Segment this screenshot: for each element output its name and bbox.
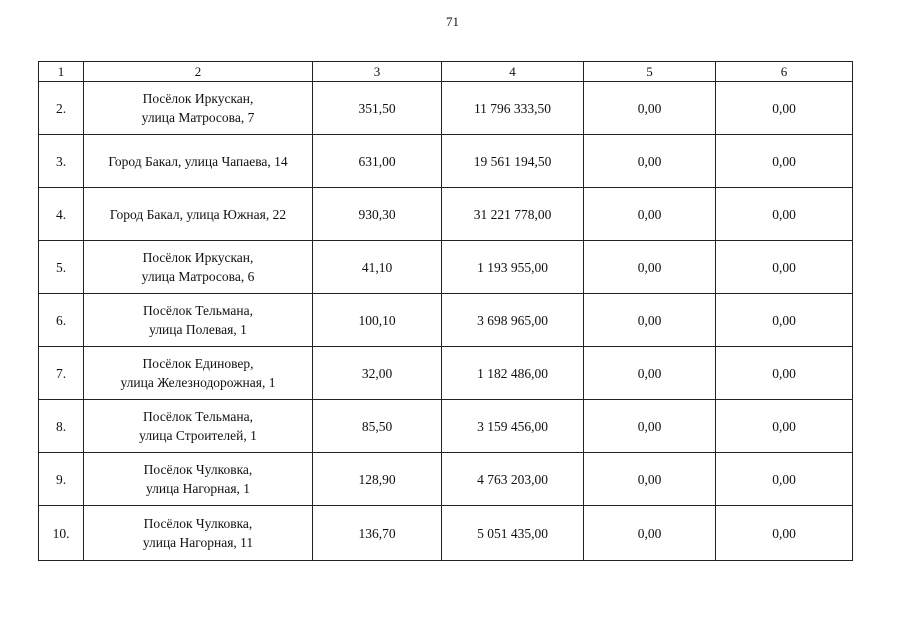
value-cell-col5: 0,00 <box>584 294 716 347</box>
row-number-cell: 6. <box>39 294 84 347</box>
value-cell-col5: 0,00 <box>584 347 716 400</box>
column-header: 5 <box>584 62 716 82</box>
address-line: Город Бакал, улица Южная, 22 <box>109 206 287 222</box>
value-cell-col3: 100,10 <box>313 294 442 347</box>
column-header: 6 <box>716 62 853 82</box>
data-table <box>38 61 853 561</box>
address-cell <box>84 347 313 400</box>
value-cell-col3: 136,70 <box>313 506 442 561</box>
row-number-cell: 3. <box>39 135 84 188</box>
value-cell-col4: 1 182 486,00 <box>442 347 584 400</box>
value-cell-col3: 930,30 <box>313 188 442 241</box>
address-line: Посёлок Иркускан, <box>142 91 254 106</box>
table-row <box>39 241 853 294</box>
row-number-cell: 8. <box>39 400 84 453</box>
column-header: 2 <box>84 62 313 82</box>
value-cell-col4: 11 796 333,50 <box>442 82 584 135</box>
table-row <box>39 453 853 506</box>
value-cell-col4: 19 561 194,50 <box>442 135 584 188</box>
address-line: улица Полевая, 1 <box>149 322 247 337</box>
value-cell-col6: 0,00 <box>716 188 853 241</box>
address-cell <box>84 506 313 561</box>
column-header: 1 <box>39 62 84 82</box>
value-cell-col4: 3 159 456,00 <box>442 400 584 453</box>
value-cell-col6: 0,00 <box>716 506 853 561</box>
address-cell <box>84 82 313 135</box>
row-number-cell: 4. <box>39 188 84 241</box>
value-cell-col3: 351,50 <box>313 82 442 135</box>
column-header: 3 <box>313 62 442 82</box>
address-line: Посёлок Тельмана, <box>143 303 253 318</box>
value-cell-col4: 31 221 778,00 <box>442 188 584 241</box>
address-line: улица Нагорная, 1 <box>145 481 251 496</box>
value-cell-col5: 0,00 <box>584 506 716 561</box>
address-line: улица Нагорная, 11 <box>142 535 254 550</box>
value-cell-col6: 0,00 <box>716 241 853 294</box>
address-cell <box>84 294 313 347</box>
row-number-cell: 5. <box>39 241 84 294</box>
table-row <box>39 188 853 241</box>
address-line: Посёлок Иркускан, <box>142 250 254 265</box>
row-number-cell: 7. <box>39 347 84 400</box>
value-cell-col5: 0,00 <box>584 400 716 453</box>
value-cell-col4: 4 763 203,00 <box>442 453 584 506</box>
address-line: Посёлок Единовер, <box>142 356 254 371</box>
value-cell-col5: 0,00 <box>584 82 716 135</box>
table-row <box>39 294 853 347</box>
value-cell-col5: 0,00 <box>584 188 716 241</box>
address-line: улица Железнодорожная, 1 <box>120 375 276 390</box>
value-cell-col3: 41,10 <box>313 241 442 294</box>
address-line: Город Бакал, улица Чапаева, 14 <box>108 153 288 169</box>
table-row <box>39 506 853 561</box>
value-cell-col6: 0,00 <box>716 82 853 135</box>
row-number-cell: 9. <box>39 453 84 506</box>
address-cell <box>84 188 313 241</box>
address-line: Посёлок Чулковка, <box>143 462 253 477</box>
value-cell-col5: 0,00 <box>584 135 716 188</box>
address-line: улица Матросова, 6 <box>141 269 255 284</box>
value-cell-col5: 0,00 <box>584 241 716 294</box>
header-row <box>39 62 853 82</box>
address-line: улица Строителей, 1 <box>139 428 257 443</box>
value-cell-col5: 0,00 <box>584 453 716 506</box>
table-body <box>39 82 853 561</box>
column-header: 4 <box>442 62 584 82</box>
value-cell-col3: 128,90 <box>313 453 442 506</box>
address-cell <box>84 400 313 453</box>
row-number-cell: 10. <box>39 506 84 561</box>
value-cell-col3: 32,00 <box>313 347 442 400</box>
table-row <box>39 400 853 453</box>
value-cell-col6: 0,00 <box>716 453 853 506</box>
address-line: улица Матросова, 7 <box>141 110 255 125</box>
address-line: Посёлок Чулковка, <box>143 516 253 531</box>
value-cell-col6: 0,00 <box>716 135 853 188</box>
value-cell-col4: 3 698 965,00 <box>442 294 584 347</box>
address-cell <box>84 453 313 506</box>
table-row <box>39 347 853 400</box>
value-cell-col4: 5 051 435,00 <box>442 506 584 561</box>
value-cell-col6: 0,00 <box>716 294 853 347</box>
page-number: 71 <box>446 14 459 29</box>
table-row <box>39 135 853 188</box>
address-cell <box>84 135 313 188</box>
value-cell-col6: 0,00 <box>716 400 853 453</box>
value-cell-col3: 631,00 <box>313 135 442 188</box>
address-line: Посёлок Тельмана, <box>143 409 253 424</box>
value-cell-col6: 0,00 <box>716 347 853 400</box>
row-number-cell: 2. <box>39 82 84 135</box>
table-row <box>39 82 853 135</box>
address-cell <box>84 241 313 294</box>
value-cell-col4: 1 193 955,00 <box>442 241 584 294</box>
value-cell-col3: 85,50 <box>313 400 442 453</box>
